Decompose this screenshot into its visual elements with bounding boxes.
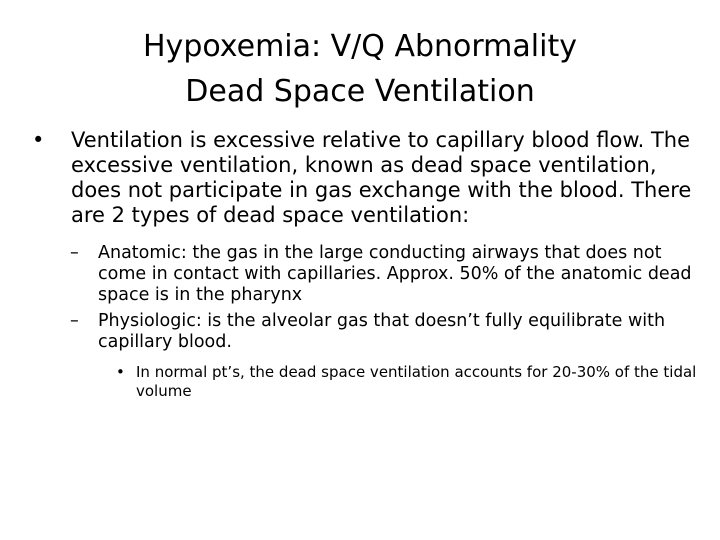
sub-sub-bullet: [114, 363, 700, 401]
bullet-text: Ventilation is excessive relative to capillary blood flow. The excessive ventilation, known as dead space ventilation, does not participate in gas exchange with the blood. There are 2 types of dead space ventilation:: [71, 128, 692, 227]
dash-marker: –: [70, 243, 79, 263]
bullet-item: [32, 128, 700, 228]
sub-bullet-text: Physiologic: is the alveolar gas that doesn’t fully equilibrate with capillary blood.: [98, 311, 666, 352]
title-line-2: Dead Space Ventilation: [185, 74, 535, 109]
bullet-marker: •: [116, 363, 125, 381]
slide-title: [30, 24, 690, 114]
sub-bullet-text: Anatomic: the gas in the large conducting airways that does not come in contact with capillaries. Approx. 50% of the anatomic dead space is in the pharynx: [98, 243, 692, 305]
title-line-1: Hypoxemia: V/Q Abnormality: [143, 29, 577, 64]
sub-sub-bullet-text: In normal pt’s, the dead space ventilation accounts for 20-30% of the tidal volume: [136, 363, 697, 400]
bullet-marker: •: [32, 128, 45, 152]
sub-bullet-physiologic: [70, 311, 700, 353]
dash-marker: –: [70, 311, 79, 331]
sub-bullet-anatomic: [70, 243, 700, 306]
slide-body: [32, 128, 700, 401]
